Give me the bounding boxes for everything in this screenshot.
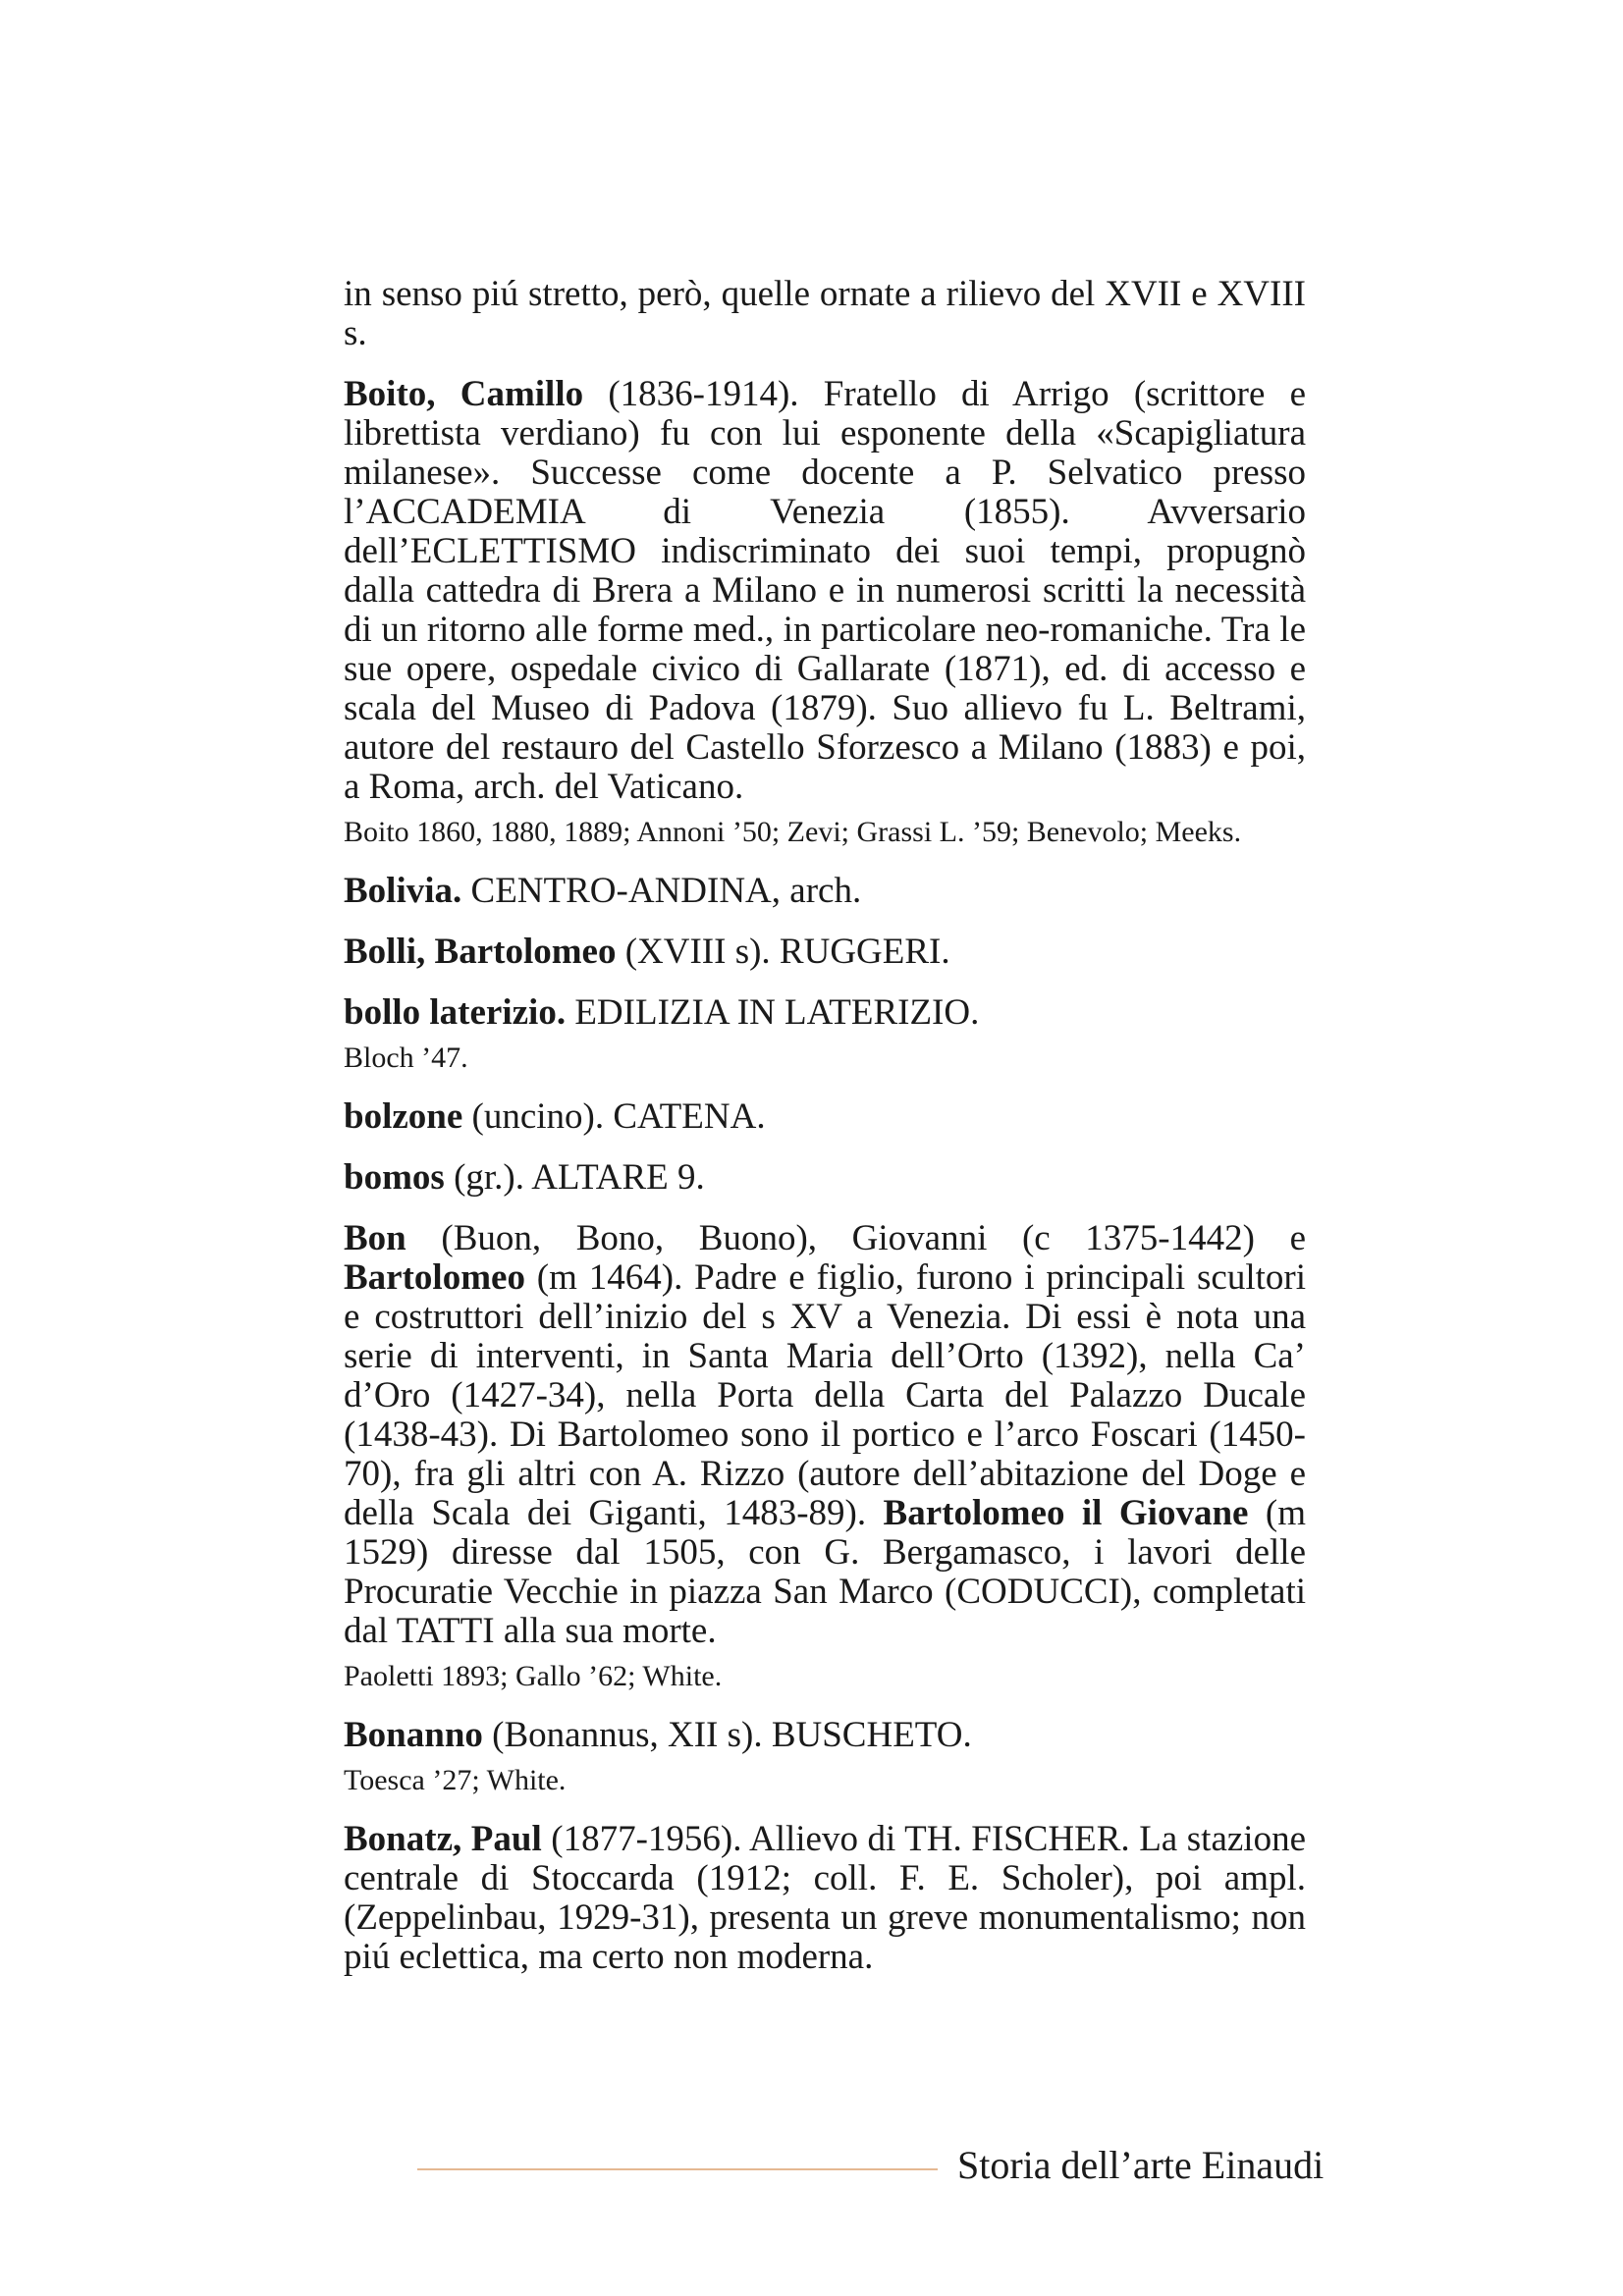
entry-text: (1877-1956). Allievo di TH. FISCHER. La stazione centrale di Stoccarda (1912; coll. F. E. Scholer), poi ampl. (Zeppelinbau, 1929-31), presenta un greve monumentalismo; non piú eclettica, ma certo non moderna. xyxy=(344,1819,1306,1977)
entry-headword: bomos xyxy=(344,1157,445,1198)
entry-bibliography: Boito 1860, 1880, 1889; Annoni ’50; Zevi; Grassi L. ’59; Benevolo; Meeks. xyxy=(344,816,1242,848)
entry-bibliography: Bloch ’47. xyxy=(344,1041,468,1074)
entry-headword: Bonanno xyxy=(344,1715,483,1755)
entry-bonanno xyxy=(344,1716,1306,1755)
entry-headword: Bolivia. xyxy=(344,871,462,911)
entry-text: (Buon, Bono, Buono), Giovanni (c 1375-1442) e xyxy=(406,1218,1306,1258)
entry-bolivia xyxy=(344,872,1306,911)
entry-headword-tertiary: Bartolomeo il Giovane xyxy=(883,1493,1249,1533)
entry-text: in senso piú stretto, però, quelle ornate a rilievo del XVII e XVIII s. xyxy=(344,274,1306,353)
entry-text: (Bonannus, XII s). BUSCHETO. xyxy=(482,1715,972,1755)
entry-boito-camillo xyxy=(344,375,1306,807)
entry-headword: Bolli, Bartolomeo xyxy=(344,932,617,972)
entry-headword-secondary: Bartolomeo xyxy=(344,1257,525,1298)
entry-bonatz-paul xyxy=(344,1820,1306,1977)
entry-bolli-bartolomeo xyxy=(344,933,1306,972)
entry-bibliography: Paoletti 1893; Gallo ’62; White. xyxy=(344,1660,723,1692)
entry-text: (m 1464). Padre e figlio, furono i principali scultori e costruttori dell’inizio del s XV a Venezia. Di essi è nota una serie di interventi, in Santa Maria dell’Orto (1392), nella Ca’ d’Oro (1427-34), nella Porta della Carta del Palazzo Ducale (1438-43). Di Bartolomeo sono il portico e l’arco Foscari (1450-70), fra gli altri con A. Rizzo (autore dell’abitazione del Doge e della Scala dei Giganti, 1483-89). xyxy=(344,1257,1306,1533)
entry-text: (uncino). CATENA. xyxy=(462,1096,766,1137)
entry-headword: bolzone xyxy=(344,1096,463,1137)
entry-text: CENTRO-ANDINA, arch. xyxy=(461,871,862,911)
entry-headword: Bonatz, Paul xyxy=(344,1819,542,1859)
entry-text: (m 1529) diresse dal 1505, con G. Bergamasco, i lavori delle Procuratie Vecchie in piazza San Marco (CODUCCI), completati dal TATTI alla sua morte. xyxy=(344,1493,1306,1651)
dictionary-column xyxy=(344,275,1306,1989)
entry-bibliography: Toesca ’27; White. xyxy=(344,1764,567,1796)
entry-headword: Bon xyxy=(344,1218,406,1258)
footer-publisher: Storia dell’arte Einaudi xyxy=(957,2143,1325,2187)
entry-headword: Boito, Camillo xyxy=(344,374,584,414)
entry-headword: bollo laterizio. xyxy=(344,992,567,1033)
entry-bon xyxy=(344,1219,1306,1651)
entry-text: (1836-1914). Fratello di Arrigo (scrittore e librettista verdiano) fu con lui esponente della «Scapigliatura milanese». Successe come docente a P. Selvatico presso l’ACCADEMIA di Venezia (1855). Avversario dell’ECLETTISMO indiscriminato dei suoi tempi, propugnò dalla cattedra di Brera a Milano e in numerosi scritti la necessità di un ritorno alle forme med., in particolare neo-romaniche. Tra le sue opere, ospedale civico di Gallarate (1871), ed. di accesso e scala del Museo di Padova (1879). Suo allievo fu L. Beltrami, autore del restauro del Castello Sforzesco a Milano (1883) e poi, a Roma, arch. del Vaticano. xyxy=(344,374,1306,807)
entry-text: (XVIII s). RUGGERI. xyxy=(616,932,950,972)
entry-bomos xyxy=(344,1158,1306,1198)
entry-text: (gr.). ALTARE 9. xyxy=(444,1157,705,1198)
footer-rule xyxy=(417,2168,938,2170)
entry-bolzone xyxy=(344,1097,1306,1137)
entry-continuation xyxy=(344,275,1306,353)
entry-bollo-laterizio xyxy=(344,993,1306,1033)
entry-text: EDILIZIA IN LATERIZIO. xyxy=(566,992,980,1033)
